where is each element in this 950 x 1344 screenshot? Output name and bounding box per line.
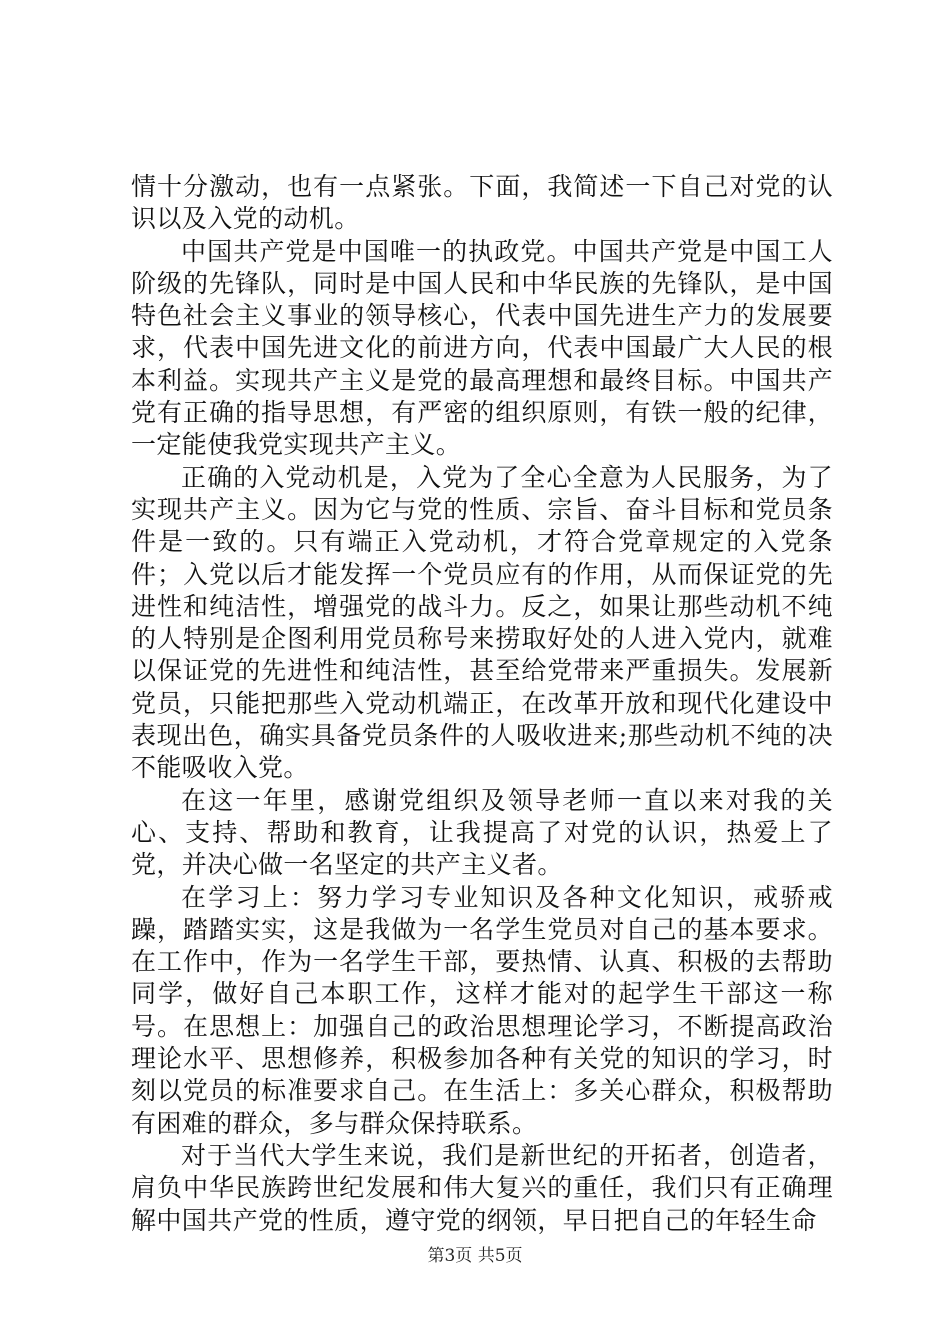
paragraph-6: 对于当代大学生来说，我们是新世纪的开拓者，创造者，肩负中华民族跨世纪发展和伟大复兴的重任，我们只有正确理解中国共产党的性质，遵守党的纲领，早日把自己的年轻生命	[131, 1140, 833, 1235]
document-body	[131, 171, 833, 1237]
paragraph-4: 在这一年里，感谢党组织及领导老师一直以来对我的关心、支持、帮助和教育，让我提高了对党的认识，热爱上了党，并决心做一名坚定的共产主义者。	[131, 785, 833, 880]
paragraph-3: 正确的入党动机是，入党为了全心全意为人民服务，为了实现共产主义。因为它与党的性质、宗旨、奋斗目标和党员条件是一致的。只有端正入党动机，才符合党章规定的入党条件；入党以后才能发挥一个党员应有的作用，从而保证党的先进性和纯洁性，增强党的战斗力。反之，如果让那些动机不纯的人特别是企图利用党员称号来捞取好处的人进入党内，就难以保证党的先进性和纯洁性，甚至给党带来严重损失。发展新党员，只能把那些入党动机端正，在改革开放和现代化建设中表现出色，确实具备党员条件的人吸收进来;那些动机不纯的决不能吸收入党。	[131, 462, 833, 783]
page-footer: 第3页 共5页	[427, 1246, 523, 1266]
paragraph-2: 中国共产党是中国唯一的执政党。中国共产党是中国工人阶级的先锋队，同时是中国人民和中华民族的先锋队，是中国特色社会主义事业的领导核心，代表中国先进生产力的发展要求，代表中国先进文化的前进方向，代表中国最广大人民的根本利益。实现共产主义是党的最高理想和最终目标。中国共产党有正确的指导思想，有严密的组织原则，有铁一般的纪律，一定能使我党实现共产主义。	[131, 236, 833, 460]
paragraph-5: 在学习上：努力学习专业知识及各种文化知识，戒骄戒躁，踏踏实实，这是我做为一名学生党员对自己的基本要求。在工作中，作为一名学生干部，要热情、认真、积极的去帮助同学，做好自己本职工作，这样才能对的起学生干部这一称号。在思想上：加强自己的政治思想理论学习，不断提高政治理论水平、思想修养，积极参加各种有关党的知识的学习，时刻以党员的标准要求自己。在生活上：多关心群众，积极帮助有困难的群众，多与群众保持联系。	[131, 882, 833, 1138]
paragraph-1: 情十分激动，也有一点紧张。下面，我简述一下自己对党的认识以及入党的动机。	[131, 172, 833, 234]
